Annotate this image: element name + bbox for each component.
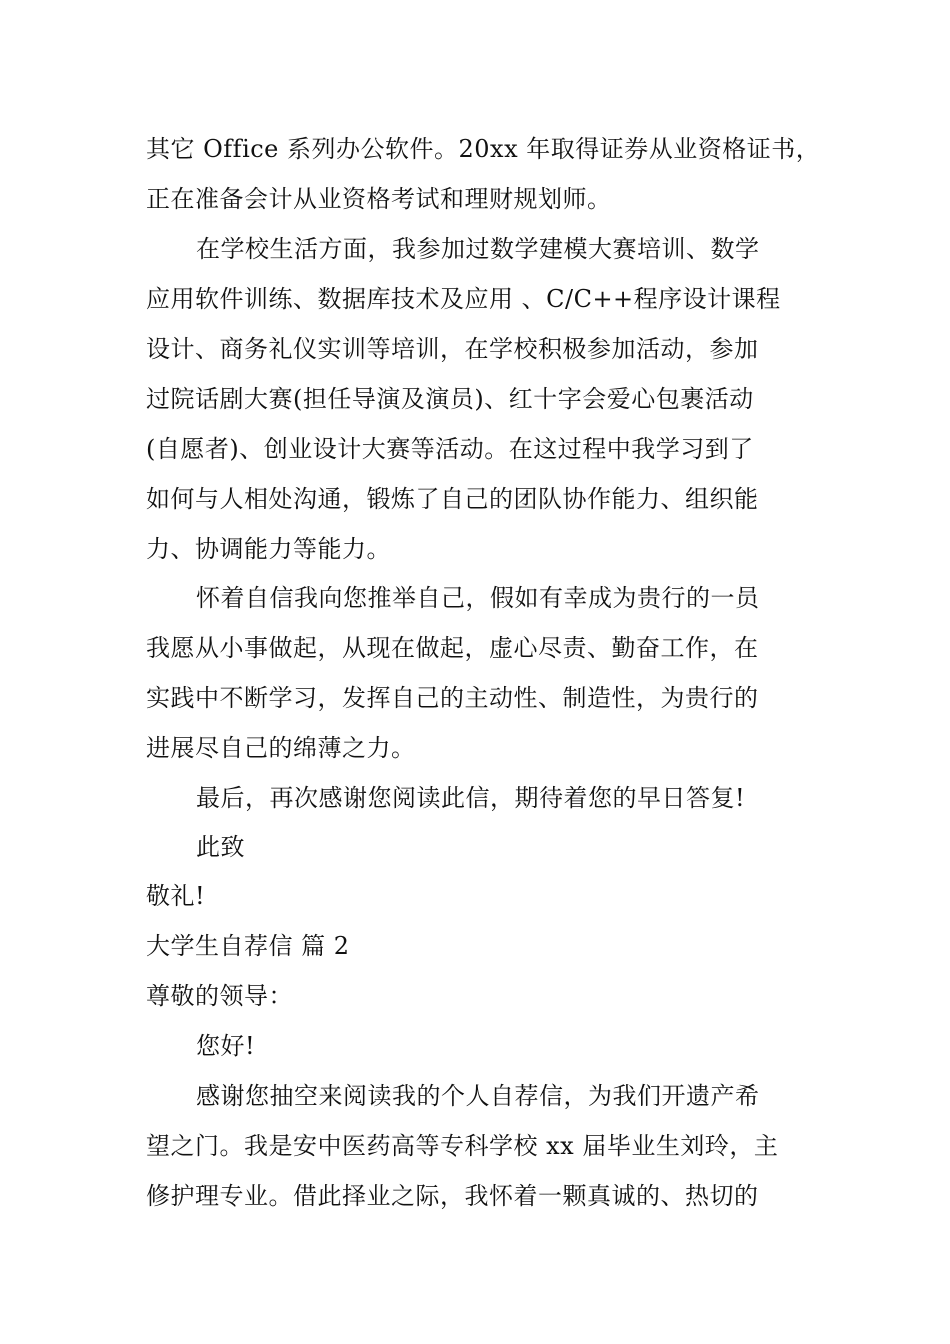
text-line: 进展尽自己的绵薄之力。	[146, 734, 416, 762]
text-line: 力、协调能力等能力。	[146, 535, 391, 563]
text-line: 我愿从小事做起，从现在做起，虚心尽责、勤奋工作，在	[146, 634, 759, 662]
text-line: 实践中不断学习，发挥自己的主动性、制造性，为贵行的	[146, 684, 759, 712]
text-line: 正在准备会计从业资格考试和理财规划师。	[146, 185, 612, 213]
greeting-line: 您好!	[196, 1032, 256, 1060]
paragraph-start: 怀着自信我向您推举自己，假如有幸成为贵行的一员	[196, 584, 760, 612]
text-line: 修护理专业。借此择业之际，我怀着一颗真诚的、热切的	[146, 1182, 759, 1210]
greeting-line: 尊敬的领导：	[146, 982, 293, 1010]
closing-line: 此致	[196, 833, 245, 861]
text-line: 其它 Office 系列办公软件。20xx 年取得证券从业资格证书，	[146, 135, 821, 163]
text-line: 设计、商务礼仪实训等培训，在学校积极参加活动，参加	[146, 335, 759, 363]
section-heading: 大学生自荐信 篇 2	[146, 932, 350, 960]
salutation-line: 敬礼!	[146, 882, 206, 910]
paragraph-start: 感谢您抽空来阅读我的个人自荐信，为我们开遗产希	[196, 1082, 760, 1110]
paragraph-start: 在学校生活方面，我参加过数学建模大赛培训、数学	[196, 235, 760, 263]
text-line: 应用软件训练、数据库技术及应用 、C/C++程序设计课程	[146, 285, 781, 313]
paragraph-start: 最后，再次感谢您阅读此信，期待着您的早日答复!	[196, 784, 746, 812]
text-line: 望之门。我是安中医药高等专科学校 xx 届毕业生刘玲，主	[146, 1132, 779, 1160]
text-line: 如何与人相处沟通，锻炼了自己的团队协作能力、组织能	[146, 485, 759, 513]
text-line: 过院话剧大赛(担任导演及演员)、红十字会爱心包裹活动	[146, 385, 754, 413]
text-line: (自愿者)、创业设计大赛等活动。在这过程中我学习到了	[146, 435, 754, 463]
